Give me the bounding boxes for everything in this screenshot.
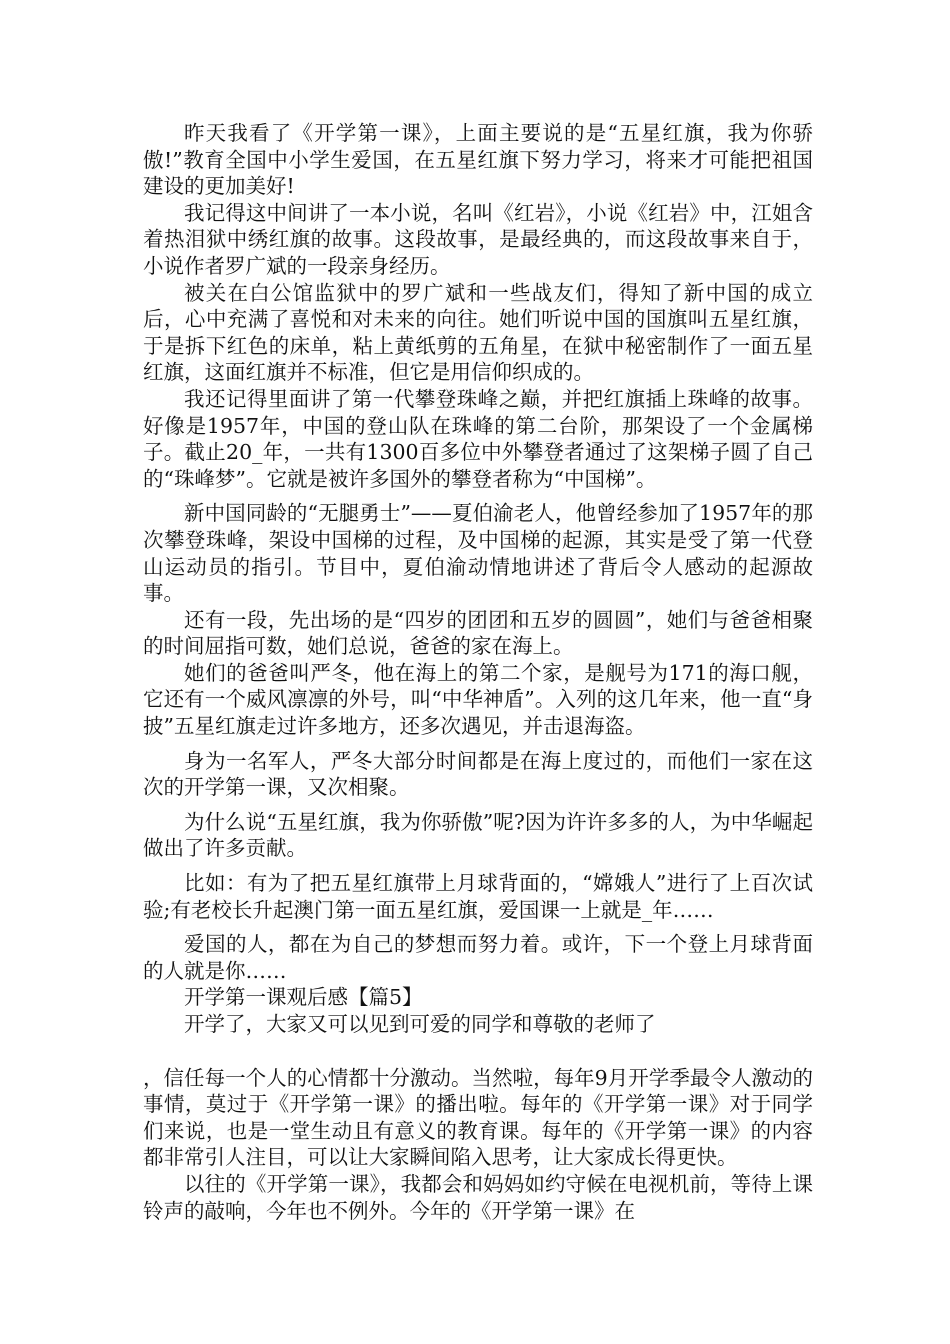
paragraph: 被关在白公馆监狱中的罗广斌和一些战友们，得知了新中国的成立后，心中充满了喜悦和对未来的向往。她们听说中国的国旗叫五星红旗，于是拆下红色的床单，粘上黄纸剪的五角星，在狱中秘密制作了一面五星红旗，这面红旗并不标准，但它是用信仰织成的。 <box>143 280 813 385</box>
section-heading: 开学第一课观后感【篇5】 <box>184 985 423 1010</box>
paragraph: 她们的爸爸叫严冬，他在海上的第二个家，是舰号为171的海口舰，它还有一个威风凛凛的外号，叫“中华神盾”。入列的这几年来，他一直“身披”五星红旗走过许多地方，还多次遇见，并击退海盗。 <box>143 660 813 739</box>
paragraph: 还有一段，先出场的是“四岁的团团和五岁的圆圆”，她们与爸爸相聚的时间屈指可数，她们总说，爸爸的家在海上。 <box>143 607 813 659</box>
paragraph: 比如：有为了把五星红旗带上月球背面的，“嫦娥人”进行了上百次试验;有老校长升起澳门第一面五星红旗，爱国课一上就是_年…… <box>143 871 813 922</box>
paragraph: 以往的《开学第一课》，我都会和妈妈如约守候在电视机前，等待上课铃声的敲响，今年也不例外。今年的《开学第一课》在 <box>143 1171 813 1223</box>
paragraph: 我还记得里面讲了第一代攀登珠峰之巅，并把红旗插上珠峰的故事。好像是1957年，中国的登山队在珠峰的第二台阶，那架设了一个金属梯子。截止20_年，一共有1300百多位中外攀登者通过了这架梯子圆了自己的“珠峰梦”。它就是被许多国外的攀登者称为“中国梯”。 <box>143 386 813 491</box>
paragraph: 身为一名军人，严冬大部分时间都是在海上度过的，而他们一家在这次的开学第一课，又次相聚。 <box>143 748 813 800</box>
paragraph: 为什么说“五星红旗，我为你骄傲”呢?因为许许多多的人，为中华崛起做出了许多贡献。 <box>143 809 813 861</box>
paragraph: 昨天我看了《开学第一课》，上面主要说的是“五星红旗，我为你骄傲!”教育全国中小学生爱国，在五星红旗下努力学习，将来才可能把祖国建设的更加美好! <box>143 121 813 199</box>
paragraph: 新中国同龄的“无腿勇士”——夏伯渝老人，他曾经参加了1957年的那次攀登珠峰，架设中国梯的过程，及中国梯的起源，其实是受了第一代登山运动员的指引。节目中，夏伯渝动情地讲述了背后令人感动的起源故事。 <box>143 501 813 606</box>
paragraph: 我记得这中间讲了一本小说，名叫《红岩》，小说《红岩》中，江姐含着热泪狱中绣红旗的故事。这段故事，是最经典的，而这段故事来自于，小说作者罗广斌的一段亲身经历。 <box>143 200 813 278</box>
paragraph: ，信任每一个人的心情都十分激动。当然啦，每年9月开学季最令人激动的事情，莫过于《开学第一课》的播出啦。每年的《开学第一课》对于同学们来说，也是一堂生动且有意义的教育课。每年的《开学第一课》的内容都非常引人注目，可以让大家瞬间陷入思考，让大家成长得更快。 <box>143 1065 813 1170</box>
document-body <box>143 120 813 1224</box>
paragraph: 开学了，大家又可以见到可爱的同学和尊敬的老师了 <box>184 1012 656 1036</box>
paragraph: 爱国的人，都在为自己的梦想而努力着。或许，下一个登上月球背面的人就是你…… <box>143 932 813 983</box>
